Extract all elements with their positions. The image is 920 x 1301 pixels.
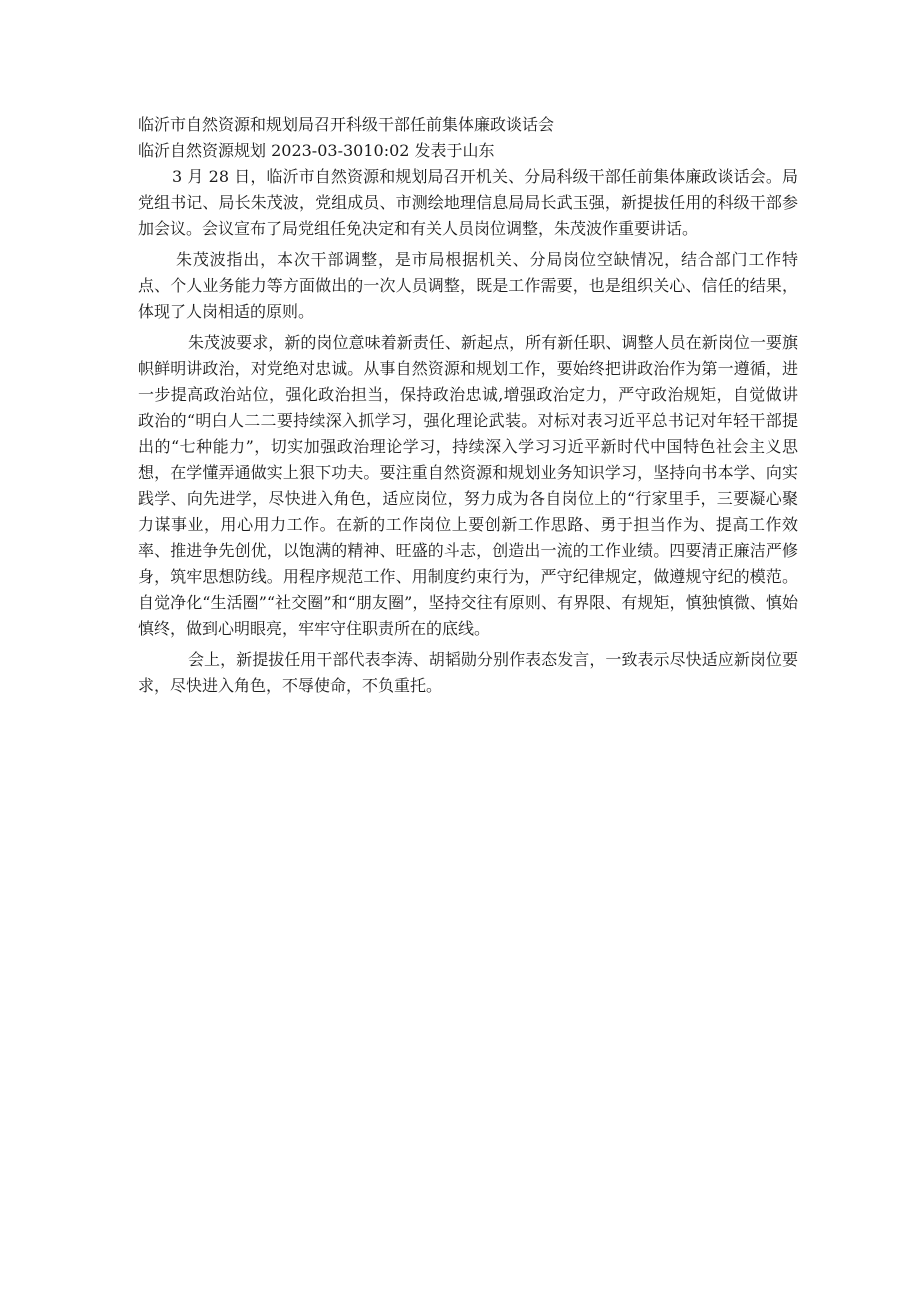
article-title: 临沂市自然资源和规划局召开科级干部任前集体廉政谈话会: [138, 115, 555, 134]
paragraph-3: 朱茂波要求，新的岗位意味着新责任、新起点，所有新任职、调整人员在新岗位一要旗帜鲜明讲政治，对党绝对忠诚。从事自然资源和规划工作，要始终把讲政治作为第一遵循，进一步提高政治站位，强化政治担当，保持政治忠诚,增强政治定力，严守政治规矩，自觉做讲政治的“明白人二二要持续深入抓学习，强化理论武装。对标对表习近平总书记对年轻干部提出的“七种能力”，切实加强政治理论学习，持续深入学习习近平新时代中国特色社会主义思想，在学懂弄通做实上狠下功夫。要注重自然资源和规划业务知识学习，坚持向书本学、向实践学、向先进学，尽快进入角色，适应岗位，努力成为各自岗位上的“行家里手，三要凝心聚力谋事业，用心用力工作。在新的工作岗位上要创新工作思路、勇于担当作为、提高工作效率、推进争先创优，以饱满的精神、旺盛的斗志，创造出一流的工作业绩。四要清正廉洁严修身，筑牢思想防线。用程序规范工作、用制度约束行为，严守纪律规定，做遵规守纪的模范。自觉净化“生活圈”“社交圈”和“朋友圈”，坚持交往有原则、有界限、有规矩，慎独慎微、慎始慎终，做到心明眼亮，牢牢守住职责所在的底线。: [138, 333, 798, 638]
paragraph-1: 3 月 28 日，临沂市自然资源和规划局召开机关、分局科级干部任前集体廉政谈话会。局党组书记、局长朱茂波，党组成员、市测绘地理信息局局长武玉强，新提拔任用的科级干部参加会议。会议宣布了局党组任免决定和有关人员岗位调整，朱茂波作重要讲话。: [138, 167, 798, 238]
paragraph-2: 朱茂波指出，本次干部调整，是市局根据机关、分局岗位空缺情况，结合部门工作特点、个人业务能力等方面做出的一次人员调整，既是工作需要，也是组织关心、信任的结果，体现了人岗相适的原则。: [138, 250, 798, 321]
paragraph-4: 会上，新提拔任用干部代表李涛、胡韬勋分别作表态发言，一致表示尽快适应新岗位要求，尽快进入角色，不辱使命，不负重托。: [138, 650, 798, 695]
article-body: [138, 112, 798, 704]
article-source-line: 临沂自然资源规划 2023-03-3010:02 发表于山东: [138, 141, 495, 160]
